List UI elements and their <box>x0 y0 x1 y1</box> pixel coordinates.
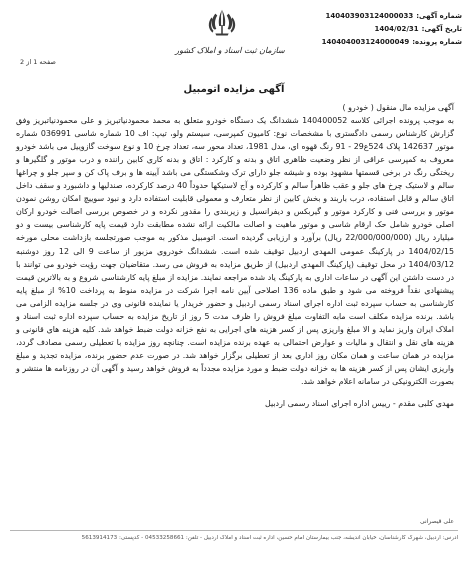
notice-date-label: تاریخ آگهی: <box>421 25 462 33</box>
notice-date-value: 1404/02/31 <box>374 25 419 33</box>
page-number: صفحه 1 از 2 <box>20 58 56 66</box>
notice-number-value: 140403903124000033 <box>325 12 414 20</box>
notice-body <box>16 101 454 410</box>
notice-body-text: به موجب پرونده اجرائی کلاسه 140400052 ششدانگ یک دستگاه خودرو متعلق به محمد محمودنیاتبریز و علی محمودنیاتبریز وفق گزارش کارشناس رسمی دادگستری با مشخصات نوع: کامیون کمپرسی، سیستم ولو، تیپ: اف 10 شماره شاسی 036991 شماره موتور 142637 پلاک 524ع29 - 91 رنگ قهوه ای، مدل 1981، تعداد محور سه، تعداد چرخ 10 و نوع سوخت گازوییل می باشد خودرو معروف به کمپرسی عراقی از نظر وضعیت ظاهری اتاق و بدنه و کارکرد : اتاق و بدنه کاری کابین راننده و درب موتور و گلگیرها و ریختگی رنگ در برخی قسمتها مشهود بوده و شیشه جلو دارای ترک وشکستگی می باشد آیینه ها و برف پاک کن و سپر جلو و چراغها سالم و لاستیک چرخ های جلو و عقب ظاهراً سالم و کارکرده و آج لاستیکها حدوداً 40 درصد کارکرده، صندلیها و داشبورد و سقف داخل اتاق سالم و قابل استفاده، درب باربند و بخش کابین از نظر متعارف و معمولی قابلیت استفاده دارد و نبود سوییچ امکان روشن نمودن موتور و بررسی فنی و کارکرد موتور و گیربکس و دیفرانسیل و زیربندی را مقدور نکرده و در خصوص بررسی اصالت خودرو ارکان اصلی خودرو شامل حک ارقام شاسی و موتور ماهیت و اصالت مالکیت ارائه نشده مطابقت دارد قیمت پایه کارشناسی بیست و دو میلیارد ریال (22/000/000/000 ریال) برآورد و ارزیابی گردیده است. اتومبیل مذکور به موجب صورتجلسه بازداشت محلی مورخه 1404/02/15 در پارکینگ عمومی المهدی اردبیل توقیف شده است. ششدانگ خودروی مزبور از ساعت 9 الی 12 روز دوشنبه 1404/03/12 در محل توقیف (پارکینگ المهدی اردبیل) از طریق مزایده به فروش می رسد. متقاضیان جهت رؤیت خودرو می توانند با در دست داشتن این آگهی در ساعات اداری به پارکینگ یاد شده مراجعه نمایند. مزایده از مبلغ پایه کارشناسی شروع و به بالاترین قیمت پیشنهادی نقداً فروخته می شود و طبق ماده 136 اصلاحی آیین نامه اجرا شرکت در مزایده منوط به پرداخت 10% از مبلغ پایه کارشناسی به حساب سپرده ثبت اداره اجرای اسناد رسمی اردبیل و حضور خریدار یا نماینده قانونی وی در جلسه مزایده الزامی می باشد. برنده مزایده مکلف است مابه التفاوت مبلغ فروش را ظرف مدت 5 روز از تاریخ مزایده به حساب سپرده اداره ثبت اسناد و املاک ایران واریز نماید و الا مبلغ واریزی پس از کسر هزینه های اجرایی به نفع خزانه دولت ضبط خواهد شد. کلیه هزینه های قانونی و هزینه های نقل و انتقال و مالیات و عوارض احتمالی به عهده برنده مزایده است. چنانچه روز مزایده با تعطیلی رسمی مصادف گردد، مزایده در همان ساعت و همان مکان روز اداری بعد از تعطیلی برگزار خواهد شد. در صورت عدم حضور برنده، مزایده تجدید و مبلغ واریزی ایشان پس از کسر هزینه ها به خزانه دولت ضبط و مورد مزایده مجدداً به فروش خواهد رسید و آگهی آن در روزنامه ها منتشر و بصورت الکترونیکی در سامانه اعلام خواهد شد. <box>16 116 455 386</box>
case-number-row <box>321 36 462 49</box>
case-number-value: 140404003124000049 <box>321 38 410 46</box>
organization-name: سازمان ثبت اسناد و املاک کشور <box>175 46 285 55</box>
notice-intro: آگهی مزایده مال منقول ( خودرو ) <box>342 103 454 112</box>
notice-closing: مهدی کلبی مقدم - رییس اداره اجرای اسناد رسمی اردبیل <box>265 399 454 409</box>
footer-address: آدرس: اردبیل، شهرک کارشناسان، خیابان اندیشه، جنب بیمارستان امام حسین، اداره ثبت اسناد و املاک اردبیل - تلفن: 04533258661 - کدپستی: 5613914173 <box>81 535 458 541</box>
notice-number-row <box>325 10 462 23</box>
notice-meta <box>321 10 462 49</box>
notice-number-label: شماره آگهی: <box>416 12 462 20</box>
notice-title: آگهی مزایده اتومبیل <box>183 84 285 95</box>
signer-name: علی قیصرانی <box>419 518 454 525</box>
footer-divider <box>10 530 458 531</box>
notice-date-row <box>330 23 462 36</box>
case-number-label: شماره پرونده: <box>412 38 462 46</box>
iran-emblem-icon <box>203 6 241 44</box>
